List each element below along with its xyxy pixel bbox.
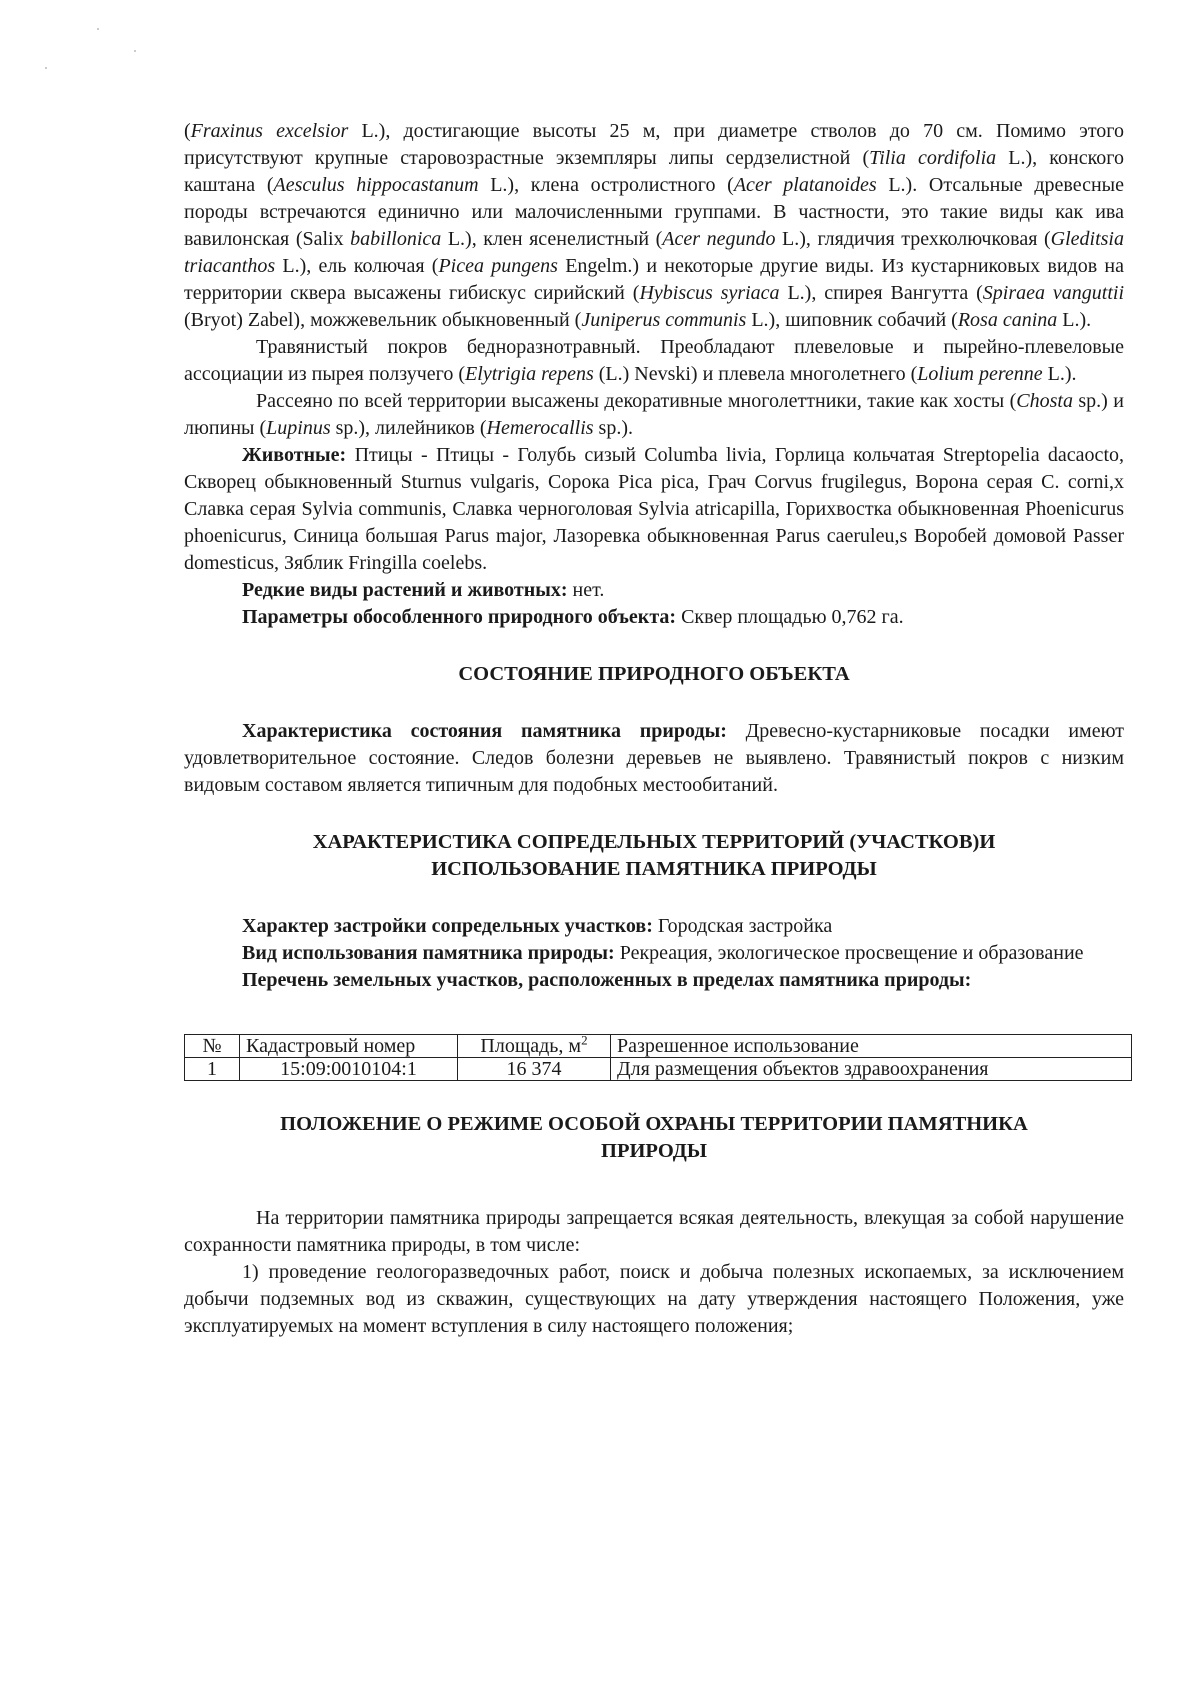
header-num: № <box>185 1035 240 1058</box>
header-area: Площадь, $м^2$ <box>458 1035 611 1058</box>
paragraph-prohibition-item-1: 1) проведение геологоразведочных работ, поиск и добыча полезных ископаемых, за исключением добычи подземных вод из скважин, существующих на дату утверждения настоящего Положения, уже эксплуатируемых на момент вступления в силу настоящего положения; <box>184 1261 1124 1337</box>
paragraph-rare-species: Редкие виды растений и животных: нет. <box>242 579 605 601</box>
heading-protection-regime: ПОЛОЖЕНИЕ О РЕЖИМЕ ОСОБОЙ ОХРАНЫ ТЕРРИТОРИИ ПАМЯТНИКА ПРИРОДЫ <box>280 1113 1028 1162</box>
document-page <box>184 118 1124 1340</box>
paragraph-grass: Травянистый покров бедноразнотравный. Преобладают плевеловые и пырейно-плевеловые ассоциации из пырея ползучего (Elytrigia repens (L.) Nevski) и плевела многолетнего (Lolium perenne L.). <box>184 336 1124 385</box>
cell-area: 16 374 <box>458 1058 611 1081</box>
header-use: Разрешенное использование <box>611 1035 1132 1058</box>
paragraph-state: Характеристика состояния памятника природы: Древесно-кустарниковые посадки имеют удовлетворительное состояние. Следов болезни деревьев не выявлено. Травянистый покров с низким видовым составом является типичным для подобных местообитаний. <box>184 720 1124 796</box>
paragraph-plots-list: Перечень земельных участков, расположенных в пределах памятника природы: <box>242 969 972 991</box>
paragraph-animals: Животные: Птицы - Птицы - Голубь сизый Columba livia, Горлица кольчатая Streptopelia dacaocto, Скворец обыкновенный Sturnus vulgaris, Сорока Pica pica, Грач Corvus frugilegus, Ворона серая C. corni,x Славка серая Sylvia communis, Славка черноголовая Sylvia atricapilla, Горихвостка обыкновенная Phoenicurus phoenicurus, Синица большая Parus major, Лазоревка обыкновенная Parus caeruleu,s Воробей домовой Passer domesticus, Зяблик Fringilla coelebs. <box>184 444 1124 574</box>
table-header-row <box>185 1035 1132 1058</box>
table-row <box>185 1058 1132 1081</box>
paragraph-trees: (Fraxinus excelsior L.), достигающие высоты 25 м, при диаметре стволов до 70 см. Помимо этого присутствуют крупные старовозрастные экземпляры липы сердзелистной (Tilia cordifolia L.), конского каштана (Aesculus hippocastanum L.), клена остролистного (Acer platanoides L.). Отсальные древесные породы встречаются единично или малочисленными группами. В частности, это такие виды как ива вавилонская (Salix babillonica L.), клен ясенелистный (Acer negundo L.), глядичия трехколючковая (Gleditsia triacanthos L.), ель колючая (Picea pungens Engelm.) и некоторые другие виды. Из кустарниковых видов на территории сквера высажены гибискус сирийский (Hybiscus syriaca L.), спирея Вангутта (Spiraea vanguttii (Bryot) Zabel), можжевельник обыкновенный (Juniperus communis L.), шиповник собачий (Rosa canina L.). <box>184 120 1125 331</box>
paragraph-perennials: Рассеяно по всей территории высажены декоративные многолеттники, такие как хосты (Chosta sp.) и люпины (Lupinus sp.), лилейников (Hemerocallis sp.). <box>184 390 1124 439</box>
scan-speck <box>45 67 47 69</box>
cell-cadastral: 15:09:0010104:1 <box>240 1058 458 1081</box>
paragraph-prohibition-intro: На территории памятника природы запрещается всякая деятельность, влекущая за собой нарушение сохранности памятника природы, в том числе: <box>184 1207 1124 1256</box>
heading-adjacent-territories: ХАРАКТЕРИСТИКА СОПРЕДЕЛЬНЫХ ТЕРРИТОРИЙ (УЧАСТКОВ)И ИСПОЛЬЗОВАНИЕ ПАМЯТНИКА ПРИРОДЫ <box>312 831 996 880</box>
paragraph-usage: Вид использования памятника природы: Рекреация, экологическое просвещение и образование <box>242 942 1084 964</box>
cell-num: 1 <box>185 1058 240 1081</box>
scan-speck <box>134 50 136 52</box>
land-plots-table <box>184 1034 1132 1081</box>
header-cadastral: Кадастровый номер <box>240 1035 458 1058</box>
scan-speck <box>97 28 99 30</box>
heading-object-state: СОСТОЯНИЕ ПРИРОДНОГО ОБЪЕКТА <box>458 663 850 685</box>
paragraph-parameters: Параметры обособленного природного объекта: Сквер площадью 0,762 га. <box>242 606 904 628</box>
cell-use: Для размещения объектов здравоохранения <box>611 1058 1132 1081</box>
paragraph-development: Характер застройки сопредельных участков: Городская застройка <box>242 915 833 937</box>
